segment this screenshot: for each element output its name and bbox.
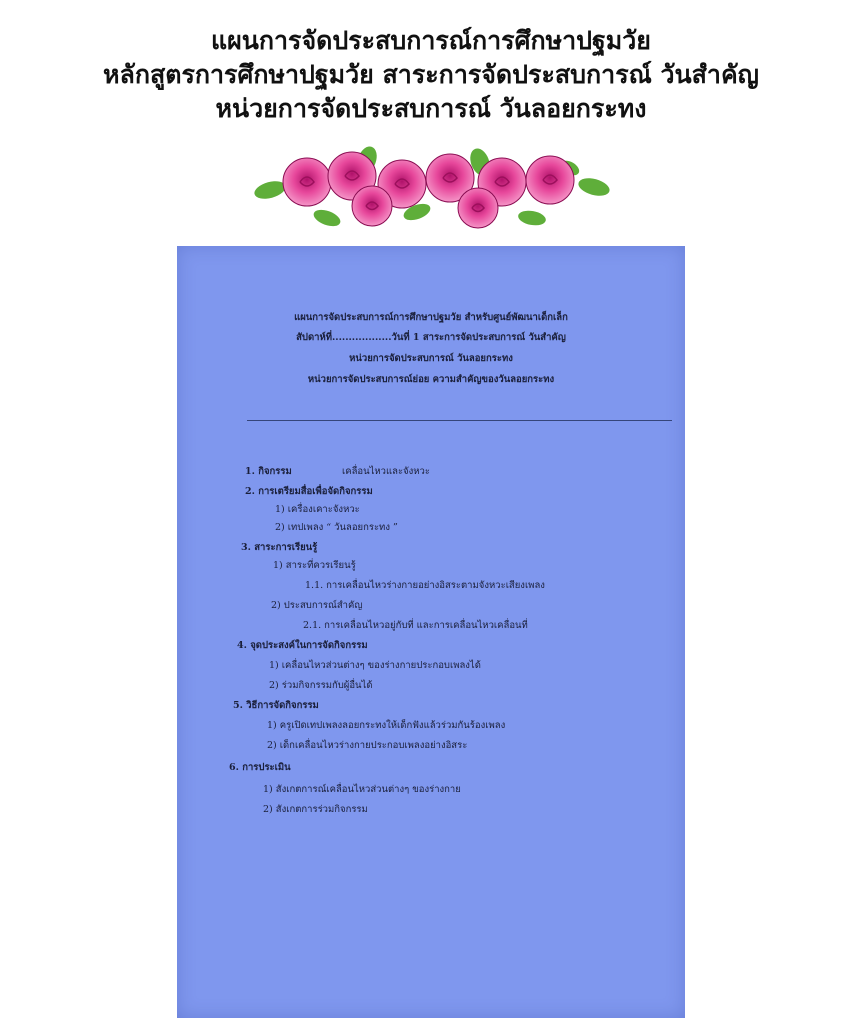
unit-subtitle: หน่วยการจัดประสบการณ์ วันลอยกระทง [215,94,647,123]
list-item: 2) เทปเพลง “ วันลอยกระทง ” [275,522,398,533]
sheet-unit-line: หน่วยการจัดประสบการณ์ วันลอยกระทง [349,353,513,364]
sheet-heading: แผนการจัดประสบการณ์การศึกษาปฐมวัย สำหรับศูนย์พัฒนาเด็กเล็ก [294,312,568,323]
sheet-week-line: สัปดาห์ที่..................วันที่ 1 สาระการจัดประสบการณ์ วันสำคัญ [296,332,566,343]
page-title: แผนการจัดประสบการณ์การศึกษาปฐมวัย [211,26,651,55]
list-subitem: 1.1. การเคลื่อนไหวร่างกายอย่างอิสระตามจังหวะเสียงเพลง [305,580,545,591]
list-item: 2) ร่วมกิจกรรมกับผู้อื่นได้ [269,680,373,691]
rose-garland-icon [252,140,612,235]
section-procedure: 5. วิธีการจัดกิจกรรม [233,700,319,711]
section-activity [245,464,292,479]
list-item: 1) ครูเปิดเทปเพลงลอยกระทงให้เด็กฟังแล้วร่วมกันร้องเพลง [267,720,506,731]
list-item: 1) สังเกตการณ์เคลื่อนไหวส่วนต่างๆ ของร่างกาย [263,784,461,795]
list-item: 1) เคลื่อนไหวส่วนต่างๆ ของร่างกายประกอบเพลงได้ [269,660,481,671]
list-subitem: 2.1. การเคลื่อนไหวอยู่กับที่ และการเคลื่อนไหวเคลื่อนที่ [303,620,528,631]
section-number: 1. [245,466,255,477]
lesson-plan-sheet [177,246,685,1018]
section-objectives: 4. จุดประสงค์ในการจัดกิจกรรม [237,640,368,651]
list-item: 2) สังเกตการร่วมกิจกรรม [263,804,368,815]
activity-value: เคลื่อนไหวและจังหวะ [342,466,430,477]
list-item: 2) ประสบการณ์สำคัญ [271,600,363,611]
sheet-subunit-line: หน่วยการจัดประสบการณ์ย่อย ความสำคัญของวันลอยกระทง [307,374,555,385]
curriculum-subtitle: หลักสูตรการศึกษาปฐมวัย สาระการจัดประสบการณ์ วันสำคัญ [103,60,759,89]
divider-line [247,420,672,421]
list-item: 2) เด็กเคลื่อนไหวร่างกายประกอบเพลงอย่างอิสระ [267,740,468,751]
section-title: กิจกรรม [258,466,292,477]
section-learning-content: 3. สาระการเรียนรู้ [241,542,318,553]
section-evaluation: 6. การประเมิน [229,762,291,773]
section-materials: 2. การเตรียมสื่อเพื่อจัดกิจกรรม [245,486,373,497]
list-item: 1) สาระที่ควรเรียนรู้ [273,560,356,571]
list-item: 1) เครื่องเคาะจังหวะ [275,504,360,515]
